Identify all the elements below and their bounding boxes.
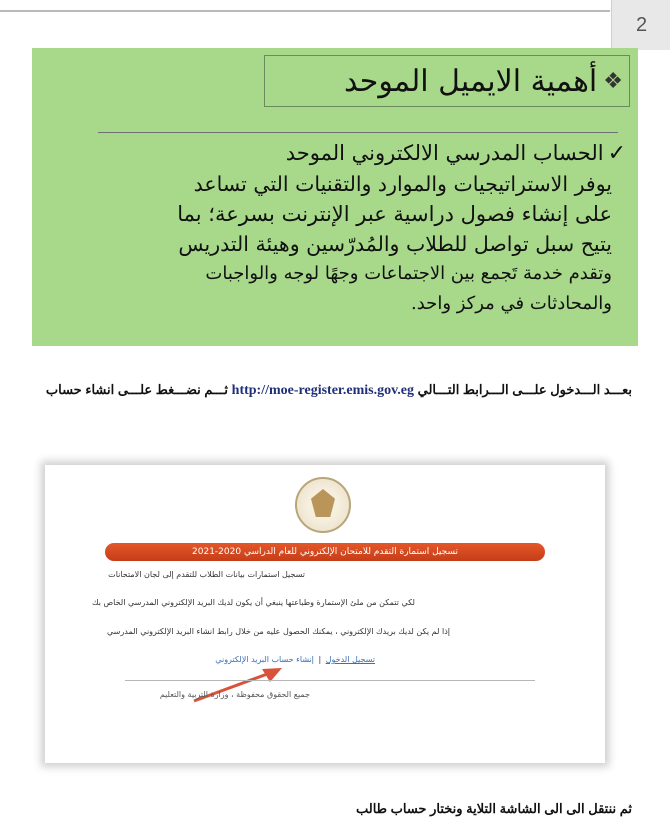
panel-line: يتيح سبل تواصل للطلاب والمُدرّسين وهيئة التدريس: [178, 232, 612, 256]
registration-banner: تسجيل استمارة التقدم للامتحان الإلكتروني للعام الدراسي 2020-2021: [105, 543, 545, 561]
panel-line: والمحادثات في مركز واحد.: [411, 293, 612, 314]
panel-line: [48, 138, 626, 169]
screenshot-line: تسجيل استمارات بيانات الطلاب للتقدم إلى لجان الامتحانات: [108, 570, 305, 579]
instruction-text-after: ثـــم نضـــغط علـــى انشاء حساب: [45, 382, 229, 397]
ministry-emblem: [295, 477, 351, 533]
screenshot-divider: [125, 680, 535, 681]
login-link[interactable]: تسجيل الدخول: [325, 655, 375, 664]
bottom-note: ثم ننتقل الى الى الشاشة التلاية ونختار حساب طالب: [355, 801, 632, 816]
eagle-icon: [311, 489, 335, 517]
diamond-bullet-icon: ❖: [603, 68, 623, 94]
pointer-arrow-icon: [190, 665, 290, 705]
panel-title: أهمية الايميل الموحد: [344, 63, 598, 99]
panel-line: يوفر الاستراتيجيات والموارد والتقنيات التي تساعد: [193, 172, 612, 196]
registration-url: http://moe-register.emis.gov.eg: [231, 383, 415, 398]
create-email-account-link[interactable]: إنشاء حساب البريد الإلكتروني: [215, 655, 314, 664]
panel-divider: [98, 132, 618, 133]
panel-line: على إنشاء فصول دراسية عبر الإنترنت بسرعة؛ بما: [177, 202, 612, 226]
panel-title-box: [264, 55, 630, 107]
top-rule: [0, 10, 610, 12]
screenshot-line: لكي تتمكن من ملئ الإستمارة وطباعتها ينبغي أن يكون لديك البريد الإلكتروني المدرسي الخاص بك: [92, 598, 415, 607]
panel-line: وتقدم خدمة تَجمع بين الاجتماعات وجهًا لوجه والواجبات: [205, 263, 612, 284]
screenshot-line: إذا لم يكن لديك بريدك الإلكتروني ، يمكنك الحصول عليه من خلال رابط انشاء البريد الإلكتروني المدرسي: [107, 627, 450, 636]
embedded-screenshot: [45, 465, 605, 763]
panel-body: [48, 138, 626, 319]
panel-line-text: الحساب المدرسي الالكتروني الموحد: [285, 141, 604, 165]
instruction-text-before: بعـــد الـــدخول علـــى الـــرابط التـــالي: [417, 382, 632, 397]
check-mark-icon: ✓: [607, 141, 626, 166]
screenshot-footer: جميع الحقوق محفوظة ، وزارة التربية والتعليم: [159, 690, 310, 699]
screenshot-links: [215, 655, 375, 664]
link-separator: |: [318, 655, 322, 664]
instruction-paragraph: [40, 380, 632, 401]
page-number: 2: [611, 0, 670, 50]
importance-panel: [32, 48, 638, 346]
